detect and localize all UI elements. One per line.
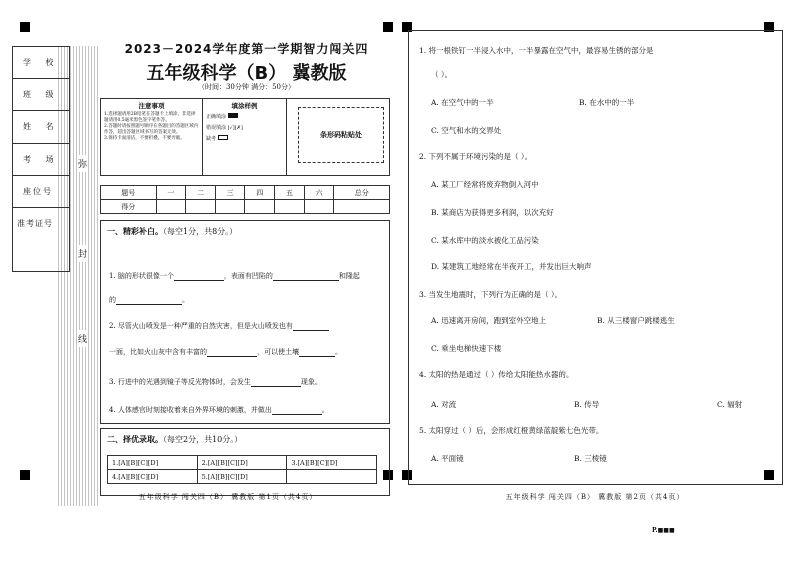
info-cell-exam-id[interactable]: 准考证号 <box>17 218 53 228</box>
question-stem: （ ）。 <box>431 70 453 79</box>
info-cell-class[interactable]: 班 级 <box>13 79 69 111</box>
score-value-row: 得分 <box>101 200 390 214</box>
option-a[interactable]: A. 某工厂经常将废弃物倒入河中 <box>431 180 539 189</box>
page-footer: 五年级科学 闯关四（B） 冀教版 第1页（共4页） <box>138 493 318 501</box>
score-table <box>100 185 390 214</box>
notice-box <box>100 98 390 176</box>
option-b[interactable]: B. 某商店为获得更多利润，以次充好 <box>431 208 554 217</box>
filled-box-icon <box>228 113 238 118</box>
question-stem: 2. 下列不属于环境污染的是（ ）。 <box>419 152 533 161</box>
question-stem: 5. 太阳穿过（ ）后，会形成红橙黄绿蓝靛紫七色光带。 <box>419 426 604 435</box>
option-c[interactable]: C. 空气和水的交界处 <box>431 126 502 135</box>
option-a[interactable]: A. 平面镜 <box>431 454 464 463</box>
question-2-cont: 一面，比如火山灰中含有丰富的 ，可以使土壤 。 <box>109 348 342 356</box>
option-a[interactable]: A. 在空气中的一半 <box>431 98 494 107</box>
option-c[interactable]: C. 辐射 <box>717 400 743 409</box>
student-info-strip <box>12 46 70 272</box>
notice-heading: 注意事项 <box>138 102 165 110</box>
exam-subtitle: 五年级科学（B） 冀教版 <box>146 63 347 84</box>
answer-bubble-group[interactable]: 4.[A][B][C][D] <box>108 470 198 484</box>
absent-row: 缺考 <box>206 135 283 142</box>
section-heading: 二、择优录取。（每空2分，共10分。） <box>107 435 243 444</box>
answer-blank[interactable] <box>293 324 329 331</box>
page-footer: 五年级科学 闯关四（B） 冀教版 第2页（共4页） <box>505 493 685 501</box>
seal-char: 线 <box>78 330 87 347</box>
fill-example <box>203 99 287 175</box>
time-info: （时间：30分钟 满分：50分） <box>197 83 296 91</box>
corner-badge: P.■■■ <box>652 527 675 534</box>
fill-correct-row: 正确填涂 <box>206 113 283 120</box>
notice-item: 1.选择题请用2B铅笔在答题卡上填涂，非选择题请用0.5毫米黑色签字笔作答。 <box>104 112 196 124</box>
option-b[interactable]: B. 传导 <box>574 400 600 409</box>
notice-column <box>101 99 203 175</box>
answer-blank[interactable] <box>116 298 182 305</box>
option-a[interactable]: A. 对流 <box>431 400 457 409</box>
answer-bubble-group[interactable]: 1.[A][B][C][D] <box>108 456 198 470</box>
question-1-cont: 的 。 <box>109 296 189 304</box>
score-header-row: 题号 一 二 三 四 五 六 总分 <box>101 186 390 200</box>
section-multiple-choice <box>100 428 390 496</box>
option-b[interactable]: B. 从三楼窗户跳楼逃生 <box>597 316 675 325</box>
question-stem: 4. 太阳的热是通过（ ）传给太阳能热水器的。 <box>419 370 574 379</box>
seal-char: 封 <box>78 245 87 262</box>
info-cell-seat[interactable]: 座位号 <box>13 176 69 208</box>
info-cell-school[interactable]: 学 校 <box>13 47 69 79</box>
answer-bubble-group[interactable]: 5.[A][B][C][D] <box>197 470 287 484</box>
wrong-mark-icon: [✓][✗] <box>227 125 243 131</box>
question-stem: 3. 当发生地震时，下列行为正确的是（ ）。 <box>419 290 563 299</box>
section-fill-blanks <box>100 220 390 424</box>
absent-checkbox[interactable] <box>218 135 228 140</box>
info-cell-name[interactable]: 姓 名 <box>13 111 69 143</box>
right-page <box>408 30 783 485</box>
answer-blank[interactable] <box>251 380 301 387</box>
question-4: 4. 人体感官时刻接收着来自外界环境的刺激，并做出 。 <box>109 406 329 414</box>
section-heading: 一、精彩补白。（每空1分，共8分。） <box>107 227 238 236</box>
question-2: 2. 尽管火山喷发是一种严重的自然灾害，但是火山喷发也有 <box>109 321 329 331</box>
answer-bubble-group[interactable]: 3.[A][B][C][D] <box>287 456 377 470</box>
question-3: 3. 行进中的光遇到镜子等反光物体时，会发生 现象。 <box>109 378 322 386</box>
option-a[interactable]: A. 迅速离开房间，跑到室外空地上 <box>431 316 547 325</box>
notice-item: 3.保持卡面清洁，不要折叠、不要弄破。 <box>104 136 185 142</box>
option-c[interactable]: C. 乘坐电梯快速下楼 <box>431 344 502 353</box>
answer-blank[interactable] <box>273 274 339 281</box>
question-stem: 1. 将一根铁钉一半浸入水中，一半暴露在空气中，最容易生锈的部分是 <box>419 46 654 55</box>
barcode-area <box>298 107 384 163</box>
answer-blank[interactable] <box>174 274 224 281</box>
info-cell-room[interactable]: 考 场 <box>13 144 69 176</box>
left-main <box>98 20 395 535</box>
answer-sheet-grid <box>107 455 377 484</box>
fill-wrong-row: 错误填涂 [✓][✗] <box>206 125 243 131</box>
option-b[interactable]: B. 三棱镜 <box>574 454 607 463</box>
fill-example-heading: 填涂样例 <box>231 102 258 110</box>
answer-bubble-group[interactable]: 2.[A][B][C][D] <box>197 456 287 470</box>
notice-item: 2.答题时请按照题号顺序在各题目的答题区域内作答，超出答题区域书写的答案无效。 <box>104 124 199 136</box>
answer-bubble-group <box>287 470 377 484</box>
seal-char: 弥 <box>78 155 87 172</box>
barcode-label: 条形码粘贴处 <box>320 130 362 139</box>
answer-blank[interactable] <box>299 350 335 357</box>
answer-blank[interactable] <box>207 350 257 357</box>
answer-blank[interactable] <box>272 408 322 415</box>
left-page <box>12 20 395 535</box>
exam-title: 2023－2024学年度第一学期智力闯关四 <box>124 42 369 56</box>
question-1: 1. 脑的形状很像一个 ，表面有凹陷的 和隆起 <box>109 272 360 280</box>
option-c[interactable]: C. 某水库中的淡水被化工品污染 <box>431 236 539 245</box>
option-d[interactable]: D. 某建筑工地经常在半夜开工，并发出巨大响声 <box>431 262 592 271</box>
option-b[interactable]: B. 在水中的一半 <box>579 98 635 107</box>
